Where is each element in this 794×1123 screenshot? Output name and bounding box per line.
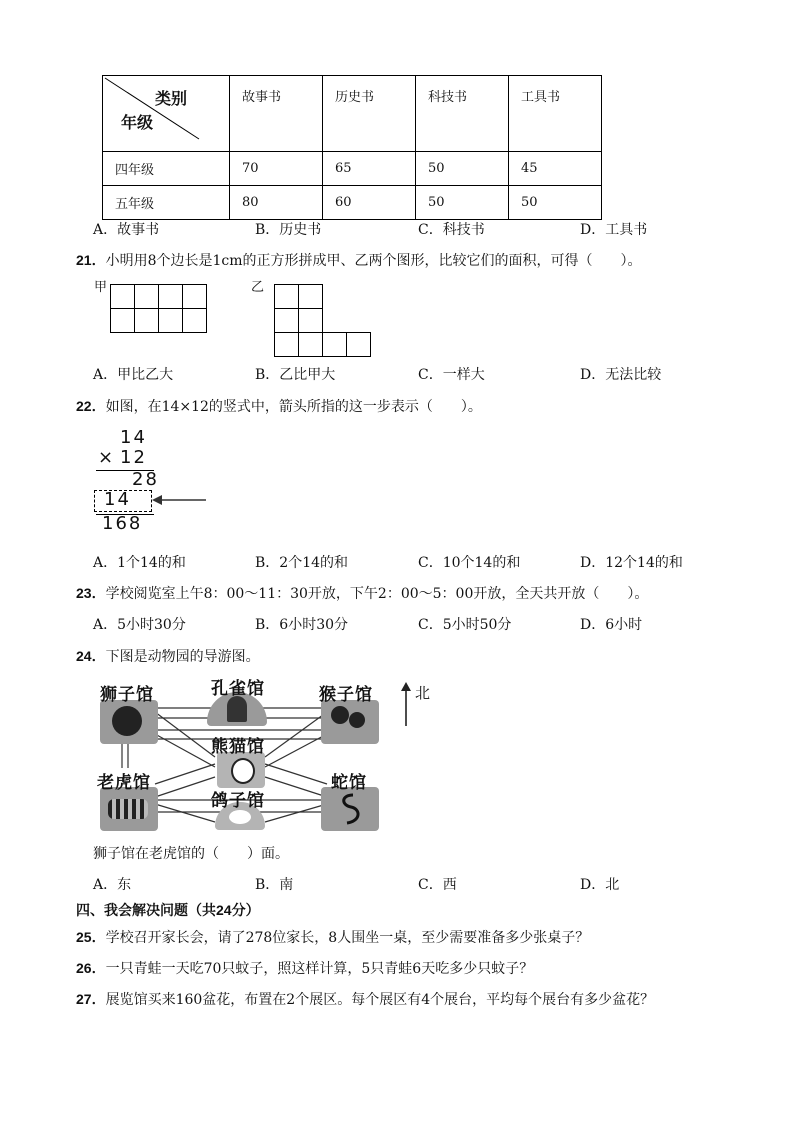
monkey-icon: [321, 700, 379, 744]
table-row: [103, 186, 602, 220]
q22-option-d[interactable]: D．12个14的和: [580, 555, 683, 571]
pigeon-house-label: 鸽子馆: [211, 791, 265, 811]
q20-option-c[interactable]: C．科技书: [418, 222, 485, 238]
tiger-icon: [100, 787, 158, 831]
question-22: [76, 396, 482, 416]
question-number: 23．: [76, 585, 106, 601]
tiger-house-label: 老虎馆: [97, 773, 151, 793]
question-24: [76, 646, 260, 666]
column-header: 工具书: [509, 76, 602, 152]
table-cell: 50: [416, 186, 509, 220]
question-text: 学校召开家长会，请了278位家长，8人围坐一桌，至少需要准备多少张桌子？: [105, 930, 590, 946]
snake-house-label: 蛇馆: [331, 773, 367, 793]
question-text: 下图是动物园的导游图。: [105, 649, 260, 665]
table-cell: 70: [230, 152, 323, 186]
figure-jia: [110, 284, 206, 332]
row-grade: 五年级: [103, 186, 230, 220]
question-23: [76, 583, 648, 603]
question-25: [76, 927, 589, 947]
table-row: [103, 152, 602, 186]
column-header: 故事书: [230, 76, 323, 152]
question-number: 22．: [76, 398, 106, 414]
snake-icon: [321, 787, 379, 831]
question-number: 25．: [76, 929, 106, 945]
question-number: 21．: [76, 252, 106, 268]
column-header: 科技书: [416, 76, 509, 152]
q23-option-a[interactable]: A．5小时30分: [93, 617, 186, 633]
table-cell: 65: [323, 152, 416, 186]
vertical-multiplication: [92, 424, 222, 536]
q21-option-a[interactable]: A．甲比乙大: [93, 367, 174, 383]
q22-option-c[interactable]: C．10个14的和: [418, 555, 521, 571]
q24-option-c[interactable]: C．西: [418, 877, 457, 893]
question-text: 如图，在14×12的竖式中，箭头所指的这一步表示（ ）。: [105, 399, 482, 415]
monkey-house-label: 猴子馆: [319, 685, 373, 705]
table-cell: 80: [230, 186, 323, 220]
q24-subquestion: 狮子馆在老虎馆的（ ）面。: [93, 846, 289, 862]
table-cell: 50: [509, 186, 602, 220]
question-text: 学校阅览室上午8：00～11：30开放，下午2：00～5：00开放，全天共开放（ ）。: [105, 586, 649, 602]
panda-house-label: 熊猫馆: [211, 737, 265, 757]
q20-option-d[interactable]: D．工具书: [580, 222, 648, 238]
section-heading: 四、我会解决问题（共24分）: [76, 902, 260, 918]
north-label: 北: [415, 684, 431, 702]
multiplier: 12: [120, 447, 147, 468]
q22-option-b[interactable]: B．2个14的和: [255, 555, 349, 571]
table-cell: 60: [323, 186, 416, 220]
q24-option-a[interactable]: A．东: [93, 877, 132, 893]
q20-option-a[interactable]: A．故事书: [93, 222, 160, 238]
partial-product-2: 14: [104, 489, 131, 510]
column-header: 历史书: [323, 76, 416, 152]
q20-option-b[interactable]: B．历史书: [255, 222, 322, 238]
peacock-house-label: 孔雀馆: [211, 679, 265, 699]
q21-option-b[interactable]: B．乙比甲大: [255, 367, 336, 383]
figure-yi: [274, 284, 371, 356]
arrow-left-icon: [152, 494, 208, 506]
partial-product-1: 28: [132, 469, 159, 490]
q23-option-d[interactable]: D．6小时: [580, 617, 643, 633]
north-arrow-icon: [399, 682, 413, 726]
q23-option-b[interactable]: B．6小时30分: [255, 617, 349, 633]
q21-option-c[interactable]: C．一样大: [418, 367, 485, 383]
header-category: 类别: [155, 91, 188, 108]
question-number: 24．: [76, 648, 106, 664]
question-27: [76, 989, 654, 1009]
panda-icon: [217, 752, 265, 788]
product: 168: [102, 513, 143, 534]
lion-icon: [100, 700, 158, 744]
question-text: 一只青蛙一天吃70只蚊子，照这样计算，5只青蛙6天吃多少只蚊子？: [105, 961, 534, 977]
book-table: [102, 75, 602, 220]
q23-option-c[interactable]: C．5小时50分: [418, 617, 512, 633]
q22-option-a[interactable]: A．1个14的和: [93, 555, 186, 571]
question-text: 小明用8个边长是1cm的正方形拼成甲、乙两个图形，比较它们的面积，可得（ ）。: [105, 253, 642, 269]
multiplicand: 14: [120, 427, 147, 448]
times-sign: ×: [98, 447, 114, 468]
row-grade: 四年级: [103, 152, 230, 186]
q24-option-d[interactable]: D．北: [580, 877, 620, 893]
lion-house-label: 狮子馆: [100, 685, 154, 705]
table-cell: 45: [509, 152, 602, 186]
figure-label-jia: 甲: [94, 280, 108, 295]
question-number: 27．: [76, 991, 106, 1007]
question-26: [76, 958, 533, 978]
header-grade: 年级: [121, 115, 154, 132]
question-number: 26．: [76, 960, 106, 976]
table-header-diagonal: [103, 76, 230, 152]
table-cell: 50: [416, 152, 509, 186]
q21-option-d[interactable]: D．无法比较: [580, 367, 662, 383]
zoo-map: [95, 672, 440, 834]
question-text: 展览馆买来160盆花，布置在2个展区。每个展区有4个展台，平均每个展台有多少盆花？: [105, 992, 655, 1008]
question-21: [76, 250, 642, 270]
q24-option-b[interactable]: B．南: [255, 877, 294, 893]
figure-label-yi: 乙: [251, 280, 265, 295]
